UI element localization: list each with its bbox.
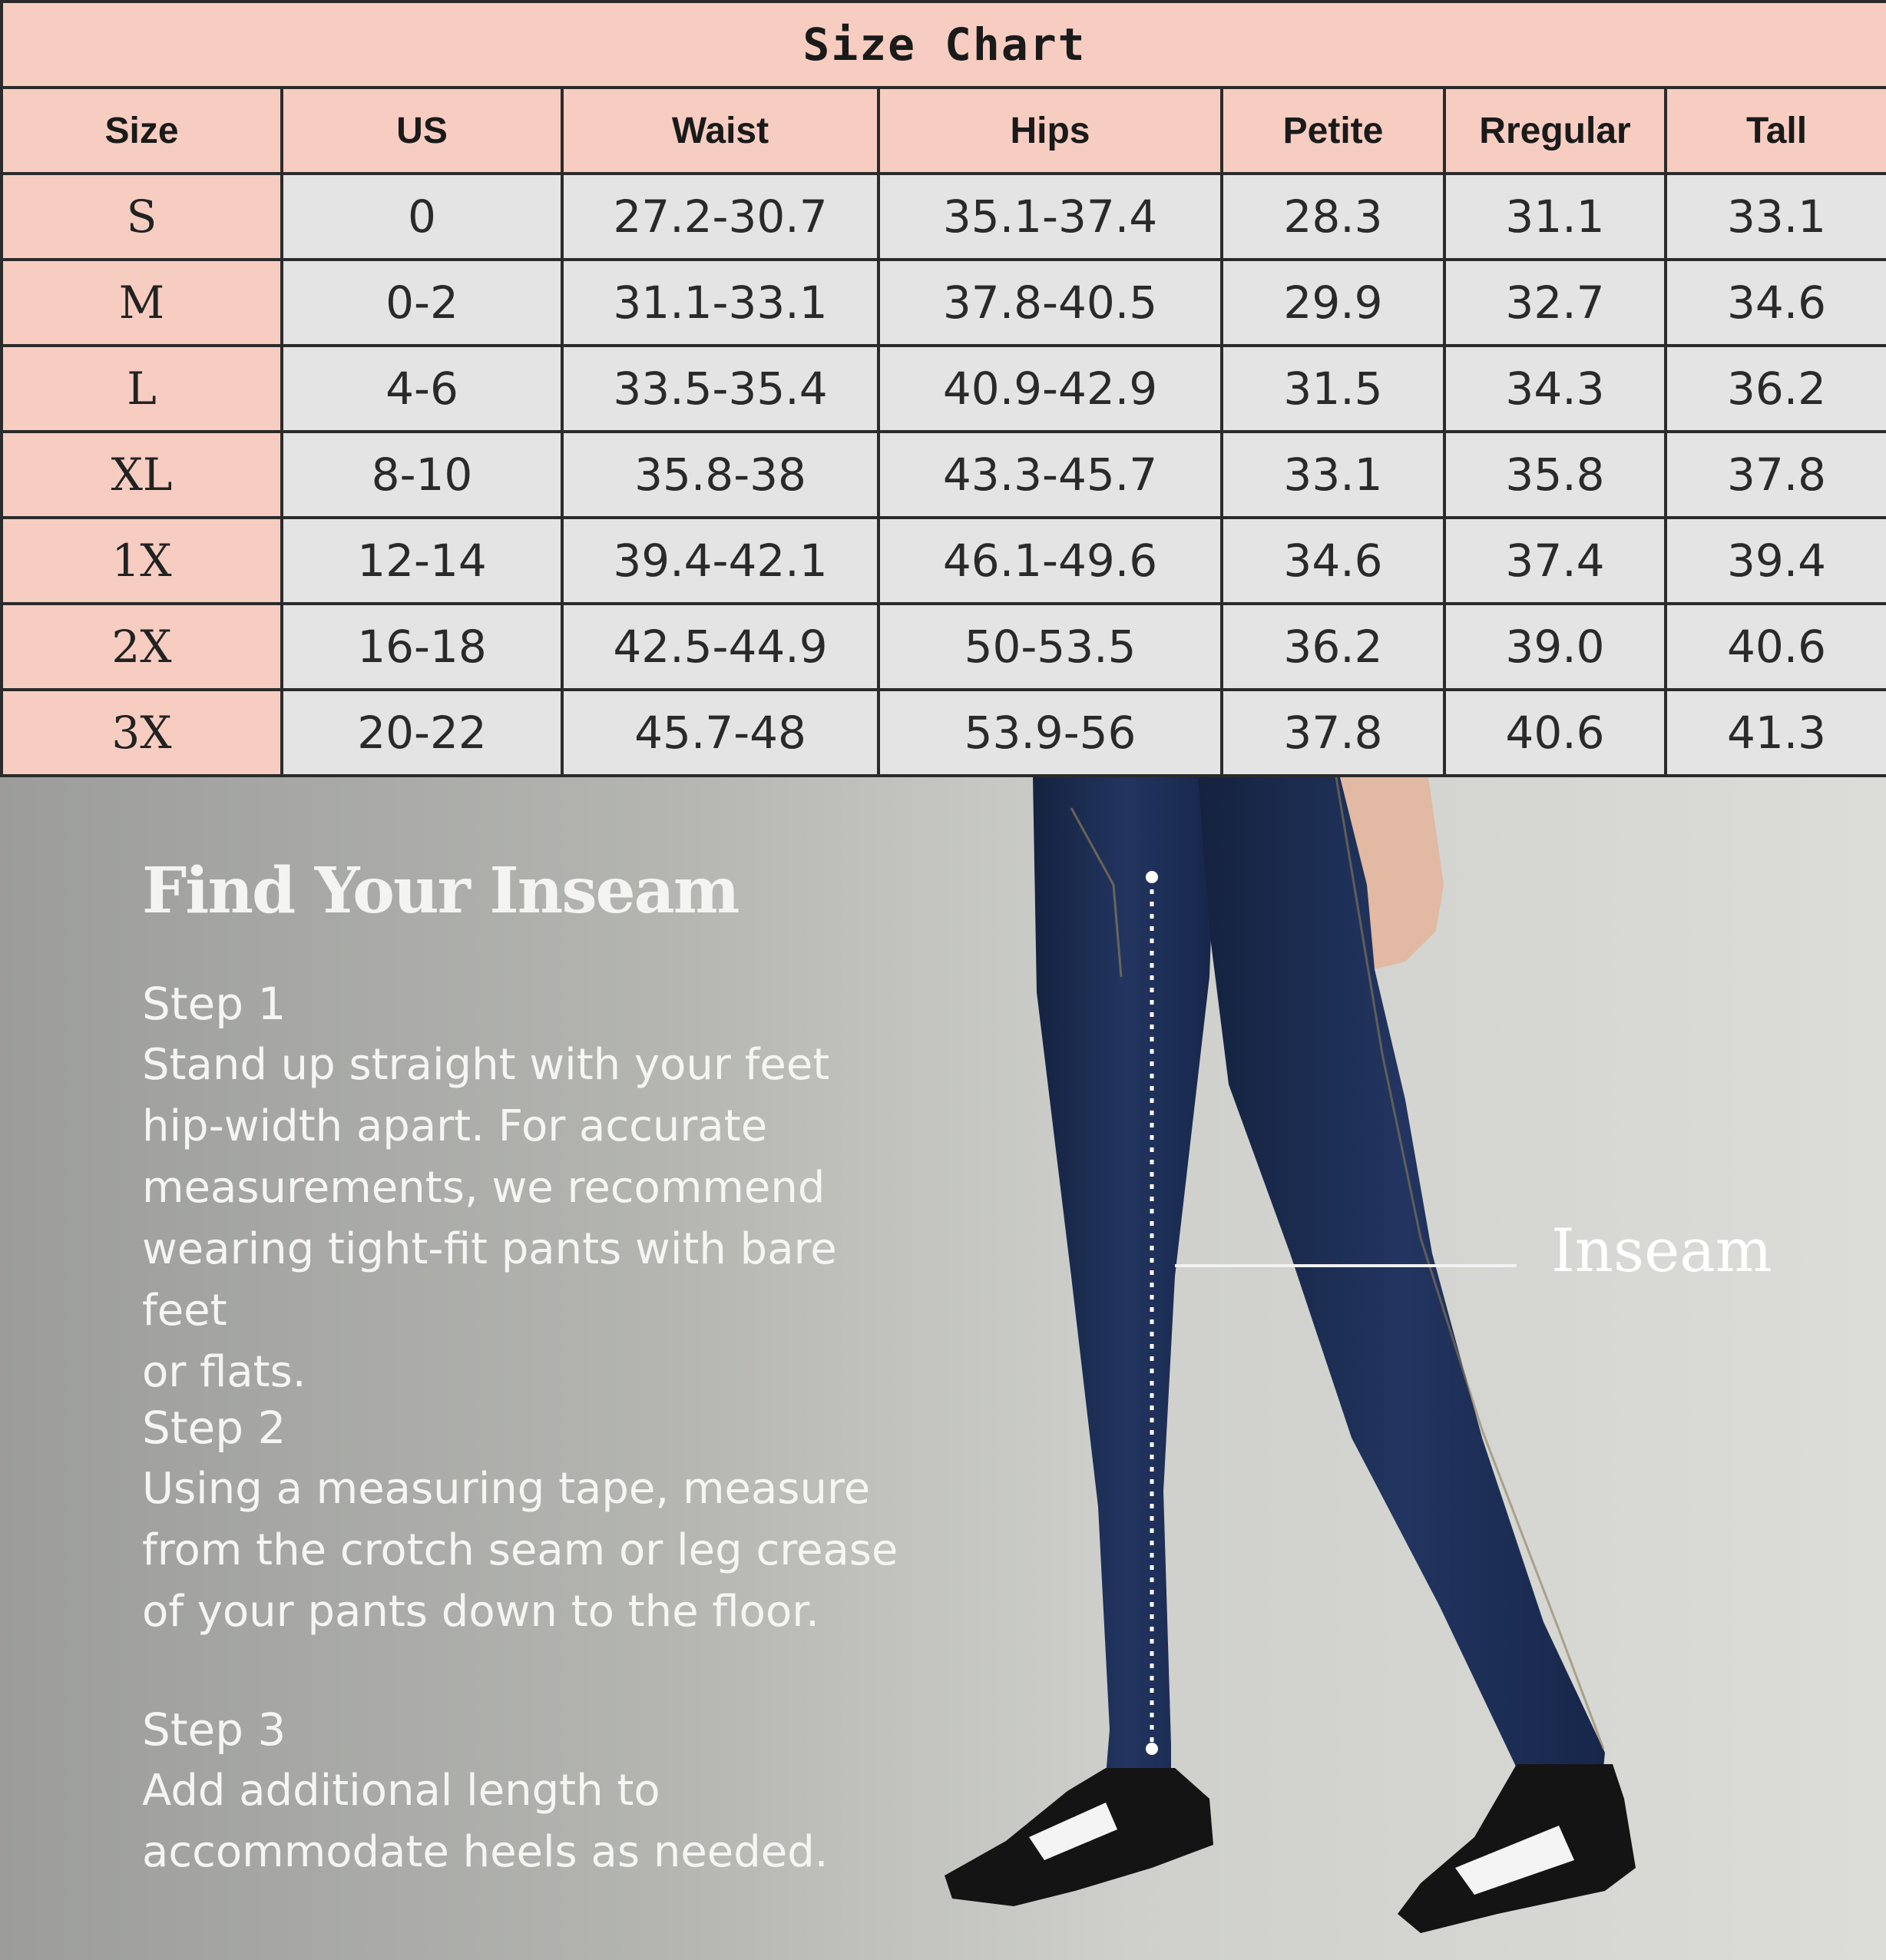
size-label-cell: 2X [2,604,282,690]
step-1-line: Stand up straight with your feet [142,1040,830,1090]
table-cell: 28.3 [1222,174,1444,260]
step-2-line: from the crotch seam or leg crease [142,1525,898,1575]
table-cell: 4-6 [282,346,562,432]
size-label-cell: 3X [2,690,282,776]
step-1-block [142,973,910,1403]
column-header-petite: Petite [1222,88,1444,174]
table-row [2,432,1886,518]
table-cell: 39.4 [1666,518,1886,604]
column-header-tall: Tall [1666,88,1886,174]
table-cell: 35.8-38 [562,432,878,518]
table-cell: 33.5-35.4 [562,346,878,432]
table-row [2,604,1886,690]
table-cell: 36.2 [1222,604,1444,690]
table-cell: 37.8 [1222,690,1444,776]
size-label-cell: L [2,346,282,432]
table-row [2,174,1886,260]
step-1-line: or flats. [142,1347,306,1397]
measure-dot-icon [1146,1743,1158,1755]
table-cell: 33.1 [1666,174,1886,260]
table-row [2,346,1886,432]
table-cell: 27.2-30.7 [562,174,878,260]
table-cell: 31.1 [1444,174,1666,260]
table-cell: 37.8-40.5 [878,260,1222,346]
left-leg-shape [1033,777,1217,1776]
table-cell: 35.1-37.4 [878,174,1222,260]
table-cell: 8-10 [282,432,562,518]
table-cell: 32.7 [1444,260,1666,346]
step-2-label: Step 2 [142,1402,286,1454]
table-row [2,260,1886,346]
inseam-label: Inseam [1551,1217,1772,1286]
table-row [2,518,1886,604]
table-cell: 39.0 [1444,604,1666,690]
table-title: Size Chart [2,2,1886,88]
table-cell: 40.6 [1666,604,1886,690]
table-cell: 40.6 [1444,690,1666,776]
column-header-regular: Rregular [1444,88,1666,174]
step-3-label: Step 3 [142,1703,286,1756]
step-2-line: Using a measuring tape, measure [142,1464,871,1514]
inseam-heading: Find Your Inseam [142,854,739,928]
step-1-line: measurements, we recommend [142,1163,826,1213]
step-1-line: wearing tight-fit pants with bare feet [142,1224,837,1336]
table-cell: 42.5-44.9 [562,604,878,690]
size-chart-table [0,0,1886,777]
step-3-line: accommodate heels as needed. [142,1827,829,1877]
table-cell: 33.1 [1222,432,1444,518]
table-cell: 34.6 [1666,260,1886,346]
table-cell: 34.6 [1222,518,1444,604]
column-header-size: Size [2,88,282,174]
size-label-cell: 1X [2,518,282,604]
measure-dot-icon [1146,871,1158,883]
table-cell: 43.3-45.7 [878,432,1222,518]
table-cell: 31.5 [1222,346,1444,432]
step-2-block [142,1397,910,1643]
table-cell: 29.9 [1222,260,1444,346]
table-cell: 0 [282,174,562,260]
table-cell: 46.1-49.6 [878,518,1222,604]
table-cell: 35.8 [1444,432,1666,518]
table-cell: 50-53.5 [878,604,1222,690]
table-cell: 36.2 [1666,346,1886,432]
table-cell: 41.3 [1666,690,1886,776]
step-3-line: Add additional length to [142,1766,660,1816]
size-label-cell: S [2,174,282,260]
column-header-hips: Hips [878,88,1222,174]
step-1-line: hip-width apart. For accurate [142,1101,768,1151]
table-cell: 31.1-33.1 [562,260,878,346]
table-cell: 39.4-42.1 [562,518,878,604]
table-cell: 37.8 [1666,432,1886,518]
step-3-block [142,1699,910,1883]
table-cell: 12-14 [282,518,562,604]
column-header-us: US [282,88,562,174]
table-cell: 37.4 [1444,518,1666,604]
table-cell: 0-2 [282,260,562,346]
table-cell: 53.9-56 [878,690,1222,776]
inseam-guide-panel [0,777,1886,1960]
table-row [2,690,1886,776]
step-1-label: Step 1 [142,978,286,1030]
column-header-waist: Waist [562,88,878,174]
table-cell: 34.3 [1444,346,1666,432]
size-label-cell: M [2,260,282,346]
size-label-cell: XL [2,432,282,518]
step-2-line: of your pants down to the floor. [142,1587,819,1637]
table-cell: 16-18 [282,604,562,690]
table-cell: 40.9-42.9 [878,346,1222,432]
table-cell: 45.7-48 [562,690,878,776]
table-cell: 20-22 [282,690,562,776]
